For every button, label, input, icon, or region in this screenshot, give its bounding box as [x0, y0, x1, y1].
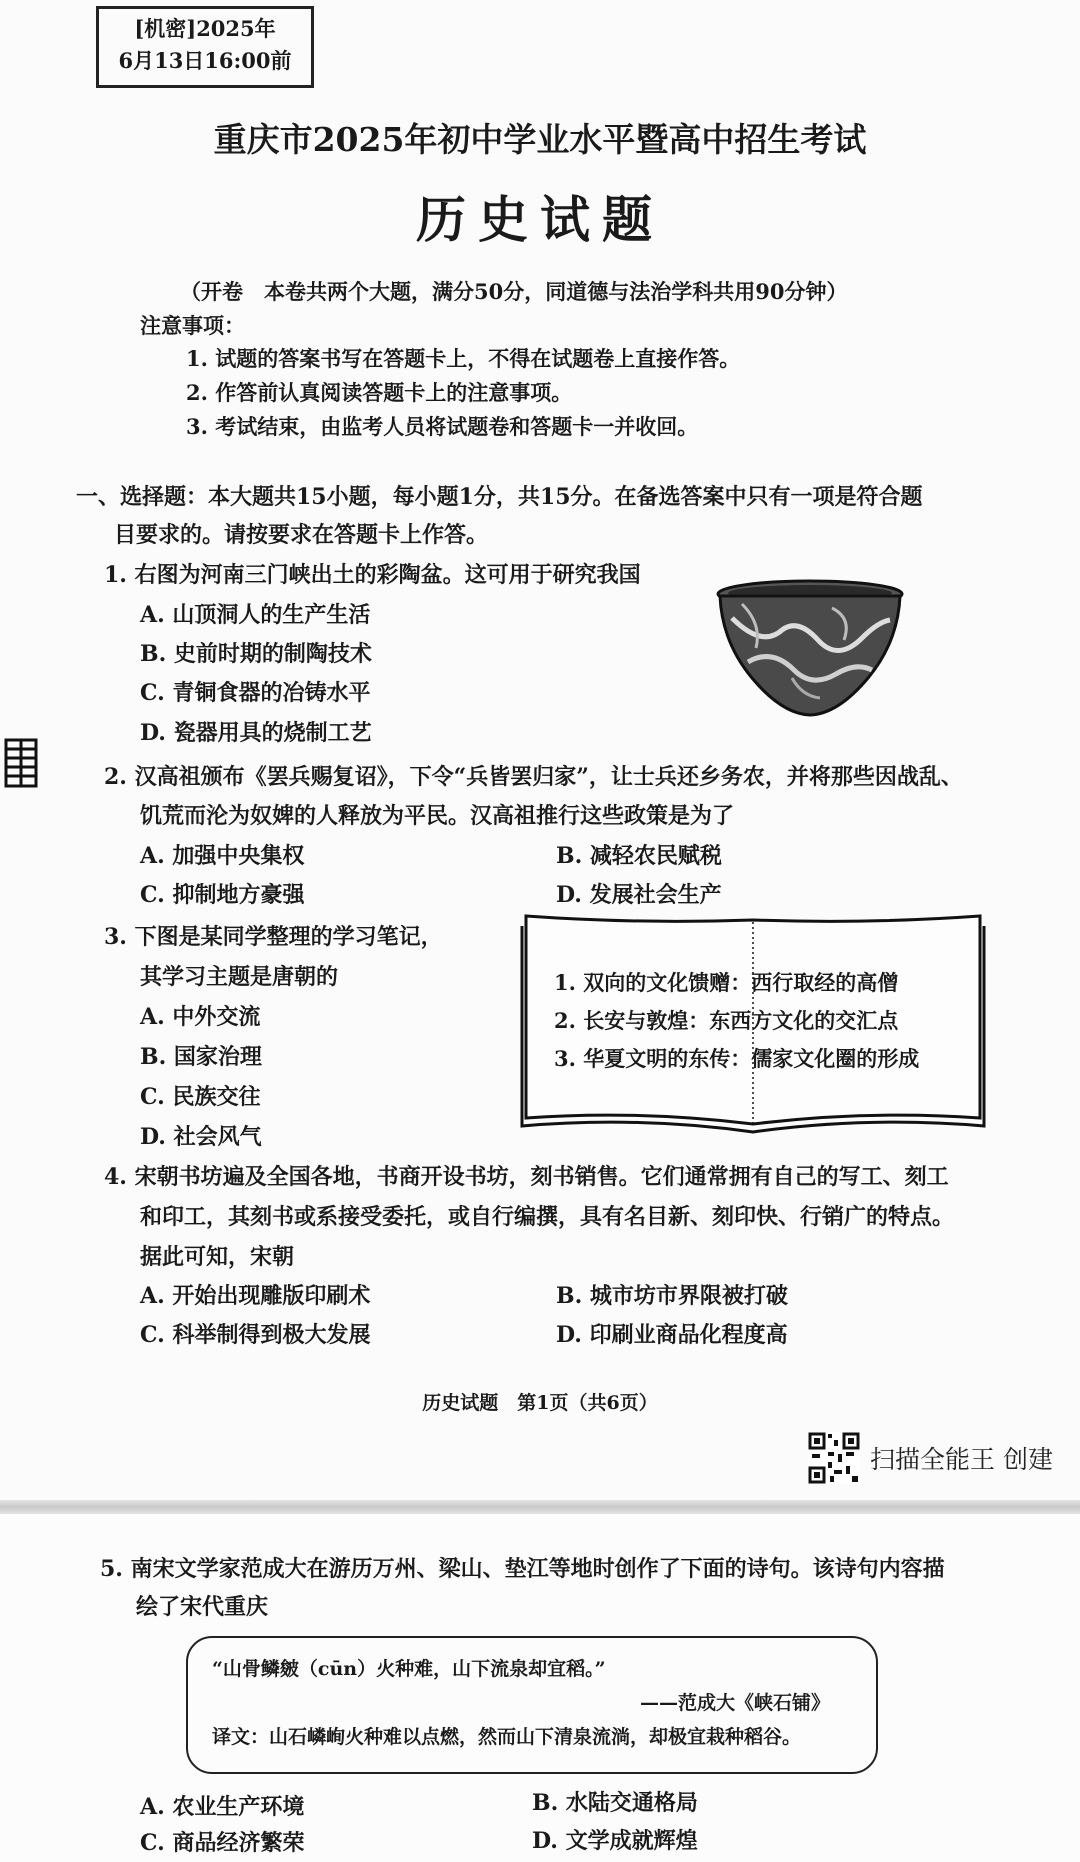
q2-option-a: A. 加强中央集权 — [140, 843, 305, 869]
page-divider — [0, 1500, 1080, 1514]
confidential-line-1: [机密]2025年 — [134, 16, 276, 41]
question-1-stem: 1. 右图为河南三门峡出土的彩陶盆。这可用于研究我国 — [104, 562, 641, 588]
q1-option-b: B. 史前时期的制陶技术 — [140, 641, 372, 667]
q3-option-d: D. 社会风气 — [140, 1124, 262, 1150]
question-2-stem-line-1: 2. 汉高祖颁布《罢兵赐复诏》，下令“兵皆罢归家”，让士兵还乡务农，并将那些因战乱、 — [104, 764, 963, 790]
notice-item-3: 3. 考试结束，由监考人员将试题卷和答题卡一并收回。 — [186, 414, 699, 439]
q1-option-d: D. 瓷器用具的烧制工艺 — [140, 720, 372, 746]
confidential-notice-box — [96, 6, 314, 88]
notice-item-1: 1. 试题的答案书写在答题卡上，不得在试题卷上直接作答。 — [186, 346, 741, 371]
confidential-line-2: 6月13日16:00前 — [118, 48, 292, 73]
question-4-stem-line-1: 4. 宋朝书坊遍及全国各地，书商开设书坊，刻书销售。它们通常拥有自己的写工、刻工 — [104, 1164, 949, 1190]
question-5-stem-line-2: 绘了宋代重庆 — [136, 1594, 269, 1620]
notice-item-2: 2. 作答前认真阅读答题卡上的注意事项。 — [186, 380, 573, 405]
q4-option-d: D. 印刷业商品化程度高 — [556, 1322, 788, 1348]
exam-intro: （开卷 本卷共两个大题，满分50分，同道德与法治学科共用90分钟） — [180, 279, 848, 304]
q5-option-b: B. 水陆交通格局 — [532, 1790, 698, 1816]
grid-table-icon — [4, 738, 38, 788]
study-note-2: 2. 长安与敦煌：东西方文化的交汇点 — [554, 1008, 899, 1033]
scanner-watermark: 扫描全能王 创建 — [870, 1445, 1053, 1474]
question-4-stem-line-3: 据此可知，宋朝 — [140, 1244, 295, 1270]
section-heading-line-1: 一、选择题：本大题共15小题，每小题1分，共15分。在备选答案中只有一项是符合题 — [76, 484, 923, 510]
q4-option-a: A. 开始出现雕版印刷术 — [140, 1283, 371, 1309]
painted-pottery-basin-icon — [712, 578, 908, 718]
page-footer: 历史试题 第1页（共6页） — [422, 1392, 658, 1414]
q2-option-d: D. 发展社会生产 — [556, 882, 722, 908]
q4-option-b: B. 城市坊市界限被打破 — [556, 1283, 788, 1309]
q3-option-c: C. 民族交往 — [140, 1084, 261, 1110]
question-5-stem-line-1: 5. 南宋文学家范成大在游历万州、梁山、垫江等地时创作了下面的诗句。该诗句内容描 — [100, 1556, 945, 1582]
q5-option-d: D. 文学成就辉煌 — [532, 1828, 698, 1854]
q3-option-a: A. 中外交流 — [140, 1004, 261, 1030]
q2-option-c: C. 抑制地方豪强 — [140, 882, 305, 908]
q1-option-a: A. 山顶洞人的生产生活 — [140, 602, 371, 628]
question-2-stem-line-2: 饥荒而沦为奴婢的人释放为平民。汉高祖推行这些政策是为了 — [140, 803, 735, 829]
question-3-stem-line-1: 3. 下图是某同学整理的学习笔记， — [104, 924, 443, 950]
q4-option-c: C. 科举制得到极大发展 — [140, 1322, 371, 1348]
q3-option-b: B. 国家治理 — [140, 1044, 262, 1070]
q1-option-c: C. 青铜食器的冶铸水平 — [140, 680, 371, 706]
section-heading-line-2: 目要求的。请按要求在答题卡上作答。 — [114, 522, 489, 548]
exam-title: 重庆市2025年初中学业水平暨高中招生考试 — [213, 120, 867, 159]
q5-option-a: A. 农业生产环境 — [140, 1794, 305, 1820]
q2-option-b: B. 减轻农民赋税 — [556, 843, 722, 869]
notice-heading: 注意事项： — [140, 313, 245, 338]
poem-translation: 译文：山石嶙峋火种难以点燃，然而山下清泉流淌，却极宜栽种稻谷。 — [212, 1726, 802, 1748]
question-3-stem-line-2: 其学习主题是唐朝的 — [140, 964, 339, 990]
q5-option-c: C. 商品经济繁荣 — [140, 1830, 305, 1856]
poem-text: “山骨鳞皴（cūn）火种难，山下流泉却宜稻。” — [212, 1658, 606, 1680]
study-note-3: 3. 华夏文明的东传：儒家文化圈的形成 — [554, 1046, 920, 1071]
study-note-1: 1. 双向的文化馈赠：西行取经的高僧 — [554, 970, 899, 995]
subject-title: 历史试题 — [416, 190, 664, 249]
poem-author: ——范成大《峡石铺》 — [640, 1692, 831, 1714]
qr-code-icon — [808, 1432, 860, 1484]
question-4-stem-line-2: 和印工，其刻书或系接受委托，或自行编撰，具有名目新、刻印快、行销广的特点。 — [140, 1204, 955, 1230]
